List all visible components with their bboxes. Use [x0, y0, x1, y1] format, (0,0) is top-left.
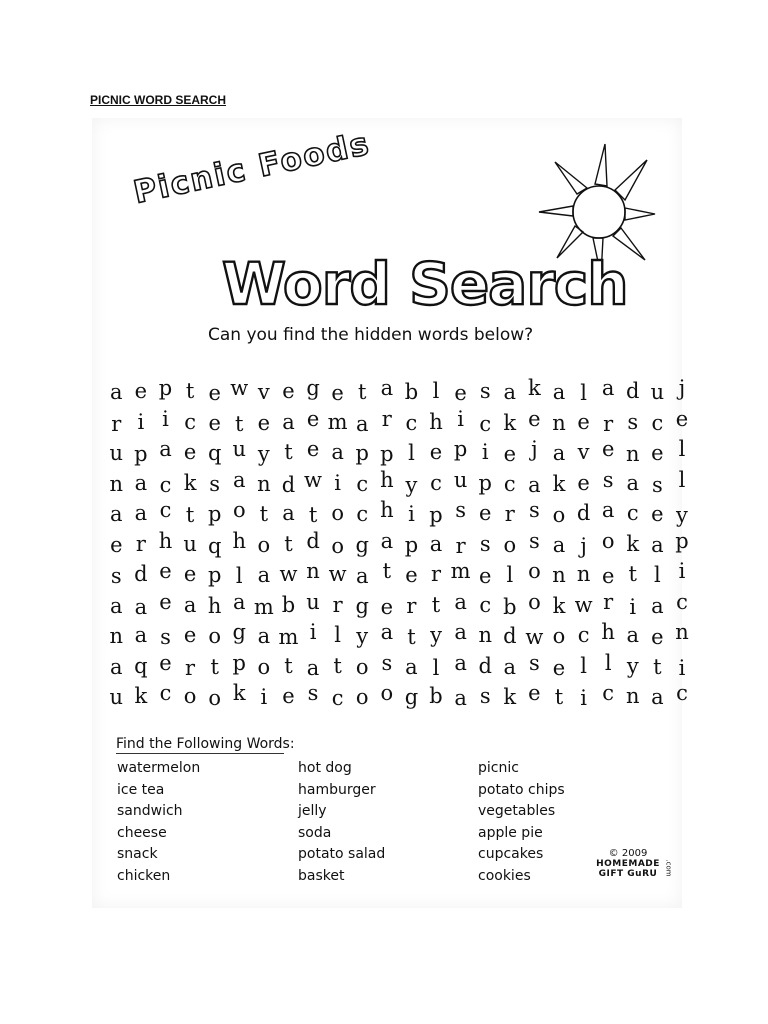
grid-letter: o	[257, 532, 271, 557]
grid-letter: h	[158, 528, 173, 553]
grid-letter: n	[109, 624, 124, 648]
grid-letter: c	[626, 501, 639, 525]
grid-letter: e	[282, 379, 295, 403]
word-list-item: ice tea	[117, 781, 165, 798]
word-list-item: picnic	[478, 760, 519, 776]
grid-letter: i	[629, 594, 637, 619]
grid-letter: s	[479, 684, 491, 708]
grid-letter: e	[110, 532, 123, 557]
grid-letter: a	[355, 411, 369, 436]
grid-letter: s	[602, 467, 614, 492]
grid-letter: n	[257, 471, 271, 496]
grid-letter: a	[110, 502, 123, 526]
grid-letter: y	[257, 442, 270, 466]
word-list-item: cheese	[117, 824, 167, 841]
grid-letter: m	[278, 625, 299, 649]
grid-letter: s	[529, 498, 540, 522]
grid-letter: c	[159, 498, 172, 522]
grid-letter: l	[678, 437, 686, 461]
grid-letter: a	[134, 501, 148, 525]
worksheet-instructions: Can you find the hidden words below?	[208, 325, 534, 345]
grid-letter: k	[503, 685, 517, 709]
grid-letter: n	[306, 559, 320, 583]
grid-letter: a	[454, 589, 467, 614]
grid-letter: a	[159, 437, 172, 461]
grid-letter: a	[233, 467, 246, 492]
grid-letter: t	[308, 503, 318, 527]
grid-letter: a	[454, 620, 467, 644]
grid-letter: o	[232, 498, 246, 522]
grid-letter: h	[232, 528, 247, 553]
grid-letter: h	[380, 467, 394, 492]
grid-letter: o	[552, 503, 566, 527]
grid-letter: a	[134, 594, 148, 619]
grid-letter: r	[406, 593, 417, 618]
grid-letter: a	[651, 593, 664, 618]
grid-letter: c	[184, 409, 196, 434]
grid-letter: c	[331, 686, 344, 710]
grid-letter: c	[676, 681, 688, 705]
grid-letter: s	[479, 379, 491, 403]
grid-letter: i	[678, 655, 686, 680]
grid-letter: v	[577, 440, 590, 464]
grid-letter: o	[528, 559, 541, 583]
grid-letter: e	[159, 559, 172, 583]
grid-letter: s	[529, 528, 540, 553]
grid-letter: y	[430, 623, 442, 647]
grid-letter: e	[651, 502, 664, 526]
grid-letter: i	[309, 620, 317, 644]
grid-letter: e	[380, 594, 394, 619]
grid-letter: p	[134, 442, 148, 466]
grid-letter: p	[207, 563, 222, 587]
grid-letter: a	[651, 532, 664, 557]
grid-letter: j	[531, 437, 538, 461]
grid-letter: w	[230, 376, 249, 400]
copyright-year: © 2009	[608, 848, 648, 859]
grid-letter: e	[503, 442, 517, 466]
grid-letter: i	[162, 406, 169, 431]
grid-letter: c	[676, 589, 688, 614]
grid-letter: a	[110, 593, 123, 618]
grid-letter: k	[232, 681, 246, 705]
grid-letter: j	[678, 376, 686, 400]
grid-letter: l	[432, 655, 440, 680]
grid-letter: a	[601, 498, 615, 522]
grid-letter: a	[183, 592, 197, 617]
grid-letter: a	[528, 472, 541, 497]
grid-letter: a	[552, 532, 566, 557]
grid-letter: e	[675, 406, 689, 431]
grid-letter: p	[207, 502, 222, 526]
grid-letter: e	[183, 623, 197, 647]
grid-letter: g	[355, 593, 369, 618]
grid-letter: a	[454, 650, 467, 675]
grid-letter: l	[580, 381, 587, 405]
grid-letter: q	[207, 533, 222, 558]
word-list-column-2	[298, 758, 385, 888]
grid-letter: t	[259, 502, 269, 526]
grid-letter: s	[455, 498, 466, 522]
copyright-mark	[588, 848, 673, 879]
grid-letter: o	[355, 685, 369, 709]
grid-letter: l	[235, 564, 243, 588]
grid-letter: k	[626, 531, 640, 556]
grid-letter: p	[675, 528, 689, 553]
grid-letter: p	[404, 532, 419, 557]
grid-letter: q	[134, 653, 148, 678]
grid-letter: j	[580, 533, 587, 558]
grid-letter: a	[233, 589, 246, 614]
grid-letter: o	[257, 654, 271, 679]
grid-letter: n	[478, 623, 492, 647]
grid-letter: e	[159, 650, 172, 675]
word-list-item: watermelon	[117, 760, 201, 776]
grid-letter: a	[552, 441, 566, 465]
grid-letter: o	[503, 532, 517, 557]
grid-letter: l	[506, 563, 514, 587]
word-list-item: apple pie	[478, 824, 543, 841]
grid-letter: e	[528, 406, 541, 431]
grid-letter: p	[380, 442, 394, 466]
grid-letter: r	[111, 411, 122, 436]
grid-letter: e	[405, 563, 418, 587]
grid-letter: e	[208, 381, 221, 405]
grid-letter: l	[334, 623, 341, 647]
word-list-item: hot dog	[298, 760, 352, 776]
grid-letter: a	[134, 470, 148, 495]
grid-letter: o	[552, 624, 566, 648]
grid-letter: o	[183, 684, 197, 708]
grid-letter: t	[653, 654, 662, 679]
grid-letter: o	[355, 654, 369, 679]
grid-letter: p	[453, 437, 468, 461]
grid-letter: b	[404, 380, 419, 404]
grid-letter: e	[134, 379, 148, 403]
grid-letter: y	[626, 653, 639, 678]
grid-letter: c	[356, 471, 369, 496]
grid-letter: t	[185, 379, 195, 403]
grid-letter: t	[554, 685, 564, 709]
grid-letter: s	[307, 681, 319, 705]
grid-letter: c	[159, 681, 172, 705]
grid-letter: t	[284, 440, 293, 464]
grid-letter: c	[356, 502, 369, 526]
grid-letter: h	[429, 409, 443, 434]
grid-letter: h	[380, 498, 394, 522]
grid-letter: i	[137, 409, 145, 434]
grid-letter: e	[601, 564, 615, 588]
grid-letter: w	[574, 592, 593, 617]
grid-letter: r	[455, 533, 466, 558]
grid-letter: t	[358, 380, 367, 404]
grid-letter: e	[306, 406, 320, 431]
grid-letter: i	[678, 559, 686, 583]
grid-letter: k	[552, 471, 566, 496]
grid-letter: e	[454, 381, 467, 405]
grid-letter: o	[331, 501, 344, 525]
grid-letter: a	[626, 470, 640, 495]
grid-letter: c	[159, 472, 172, 497]
grid-letter: b	[429, 684, 443, 708]
grid-letter: e	[651, 625, 664, 649]
word-list-heading: Find the Following Words:	[116, 736, 295, 752]
grid-letter: n	[109, 471, 124, 496]
grid-letter: n	[552, 410, 566, 435]
grid-letter: a	[405, 654, 418, 679]
brand-suffix: .com	[664, 859, 673, 877]
grid-letter: a	[651, 685, 664, 709]
grid-letter: l	[432, 379, 440, 403]
grid-letter: u	[183, 531, 197, 556]
grid-letter: t	[407, 625, 416, 649]
grid-letter: r	[185, 655, 196, 680]
grid-letter: c	[479, 592, 492, 617]
grid-letter: c	[577, 623, 590, 647]
document-heading: PICNIC WORD SEARCH	[90, 93, 227, 107]
grid-letter: w	[328, 562, 347, 586]
grid-letter: n	[576, 562, 591, 586]
brand-line-2: GIFT GuRU	[598, 869, 658, 879]
grid-letter: c	[602, 681, 615, 705]
grid-letter: r	[603, 589, 614, 614]
worksheet-title: Word Search	[222, 250, 628, 318]
grid-letter: o	[331, 533, 344, 558]
grid-letter: u	[232, 437, 247, 461]
grid-letter: e	[577, 470, 590, 495]
grid-letter: s	[381, 650, 393, 675]
word-list-item: chicken	[117, 867, 171, 884]
grid-letter: b	[503, 594, 517, 619]
grid-letter: e	[601, 437, 615, 461]
grid-letter: a	[601, 376, 615, 400]
grid-letter: e	[257, 410, 271, 435]
grid-letter: l	[580, 653, 587, 678]
grid-letter: l	[604, 650, 612, 675]
grid-letter: s	[160, 625, 171, 649]
grid-letter: r	[381, 406, 392, 431]
grid-letter: a	[355, 564, 369, 588]
word-list-item: cupcakes	[478, 846, 544, 863]
grid-letter: c	[651, 410, 664, 435]
grid-letter: q	[207, 441, 222, 465]
grid-letter: t	[333, 653, 342, 678]
grid-letter: o	[208, 686, 221, 710]
grid-letter: y	[405, 472, 418, 497]
worksheet-subtitle-top: Picnic Foods	[130, 125, 374, 211]
grid-letter: a	[110, 654, 123, 679]
grid-letter: a	[282, 409, 295, 434]
grid-letter: i	[260, 685, 268, 709]
grid-letter: e	[478, 501, 492, 525]
grid-letter: a	[257, 563, 271, 587]
grid-letter: a	[282, 501, 295, 525]
grid-letter: h	[601, 620, 615, 644]
grid-letter: a	[552, 380, 566, 404]
word-list-item: vegetables	[478, 803, 556, 820]
grid-letter: h	[207, 593, 222, 618]
grid-letter: u	[650, 380, 665, 404]
grid-letter: t	[210, 654, 219, 679]
word-list-column-1	[117, 758, 200, 888]
grid-letter: r	[430, 562, 442, 586]
grid-letter: w	[525, 625, 544, 649]
grid-letter: i	[481, 440, 489, 464]
grid-letter: e	[478, 564, 492, 588]
grid-letter: g	[355, 532, 369, 557]
grid-letter: o	[380, 681, 394, 705]
grid-letter: r	[504, 502, 515, 526]
grid-letter: k	[552, 593, 566, 618]
grid-letter: b	[281, 592, 296, 617]
grid-letter: y	[356, 624, 369, 648]
grid-letter: s	[651, 472, 663, 497]
grid-letter: a	[503, 380, 517, 404]
grid-letter: g	[404, 685, 419, 709]
word-list-column-3	[478, 758, 565, 888]
grid-letter: n	[626, 684, 640, 708]
grid-letter: t	[382, 559, 392, 583]
word-list-item: hamburger	[298, 781, 376, 798]
grid-letter: n	[552, 563, 566, 587]
grid-letter: a	[134, 623, 148, 647]
grid-letter: a	[429, 531, 443, 556]
grid-letter: e	[331, 381, 344, 405]
grid-letter: s	[110, 564, 122, 588]
grid-letter: y	[676, 503, 688, 527]
grid-letter: k	[183, 470, 197, 495]
grid-letter: p	[429, 503, 443, 527]
grid-letter: t	[235, 411, 244, 436]
grid-letter: a	[110, 380, 123, 404]
grid-letter: m	[450, 559, 471, 583]
grid-letter: t	[628, 562, 637, 586]
grid-letter: d	[576, 501, 591, 525]
grid-letter: r	[603, 411, 614, 436]
grid-letter: g	[306, 376, 320, 400]
grid-letter: k	[503, 410, 517, 435]
grid-letter: o	[208, 624, 221, 648]
grid-letter: e	[552, 655, 566, 680]
word-list-item: sandwich	[117, 803, 183, 820]
grid-letter: w	[304, 467, 323, 492]
grid-letter: d	[478, 653, 492, 678]
grid-letter: a	[331, 440, 344, 464]
grid-letter: c	[479, 411, 492, 436]
grid-letter: i	[580, 686, 587, 710]
grid-letter: l	[654, 563, 661, 587]
grid-letter: e	[528, 681, 541, 705]
grid-letter: o	[601, 528, 615, 553]
grid-letter: m	[253, 594, 274, 619]
grid-letter: e	[429, 440, 443, 464]
grid-letter: l	[408, 441, 415, 465]
grid-letter: t	[431, 592, 441, 617]
grid-letter: u	[453, 467, 468, 492]
grid-letter: d	[306, 528, 320, 553]
grid-letter: o	[528, 589, 541, 614]
grid-letter: a	[454, 686, 467, 710]
grid-letter: d	[281, 472, 296, 497]
grid-letter: e	[183, 562, 197, 586]
grid-letter: k	[134, 684, 148, 708]
grid-letter: e	[306, 437, 320, 461]
grid-letter: d	[134, 562, 148, 586]
grid-letter: u	[306, 589, 320, 614]
grid-letter: i	[457, 406, 464, 431]
grid-letter: m	[327, 409, 348, 434]
grid-letter: a	[380, 376, 394, 400]
word-list-item: snack	[117, 846, 158, 863]
grid-letter: c	[430, 470, 442, 495]
grid-letter: c	[503, 471, 516, 496]
word-list-item: jelly	[298, 803, 327, 820]
word-list-item: potato salad	[298, 846, 386, 863]
grid-letter: n	[626, 442, 640, 466]
grid-letter: e	[282, 684, 295, 708]
grid-letter: p	[478, 470, 492, 495]
grid-letter: e	[577, 409, 590, 434]
grid-letter: e	[183, 440, 197, 464]
grid-letter: u	[109, 441, 124, 465]
grid-letter: e	[159, 589, 172, 614]
grid-letter: k	[528, 376, 541, 400]
grid-letter: p	[158, 376, 173, 400]
grid-letter: l	[678, 467, 686, 492]
grid-letter: s	[627, 409, 639, 434]
word-list-item: cookies	[478, 867, 531, 884]
grid-letter: e	[651, 441, 664, 465]
grid-letter: t	[284, 531, 293, 556]
grid-letter: s	[529, 650, 540, 675]
grid-letter: v	[257, 380, 270, 404]
grid-letter: g	[232, 620, 246, 644]
grid-letter: a	[306, 655, 320, 680]
grid-letter: i	[408, 502, 415, 526]
grid-letter: w	[279, 562, 298, 586]
letter-grid	[104, 376, 694, 712]
grid-letter: r	[135, 531, 146, 556]
grid-letter: p	[355, 441, 369, 465]
word-list-item: basket	[298, 867, 345, 884]
grid-letter: a	[380, 620, 394, 644]
grid-letter: a	[503, 654, 517, 679]
grid-letter: a	[257, 624, 271, 648]
grid-letter: t	[284, 653, 293, 678]
word-list-item: soda	[298, 824, 332, 841]
grid-letter: u	[109, 685, 124, 709]
grid-letter: p	[232, 650, 246, 675]
grid-letter: s	[209, 471, 221, 496]
grid-letter: d	[626, 379, 640, 403]
grid-letter: c	[405, 410, 418, 435]
brand-line-1: HOMEMADE	[596, 859, 660, 869]
grid-letter: n	[675, 620, 689, 644]
grid-letter: i	[334, 470, 341, 495]
grid-letter: e	[208, 410, 221, 435]
grid-letter: s	[479, 531, 491, 556]
grid-letter: r	[332, 592, 343, 617]
grid-letter: d	[503, 624, 517, 648]
grid-letter: a	[380, 528, 394, 553]
grid-letter: t	[185, 503, 195, 527]
grid-letter: a	[626, 623, 640, 647]
word-list-item: potato chips	[478, 781, 565, 798]
